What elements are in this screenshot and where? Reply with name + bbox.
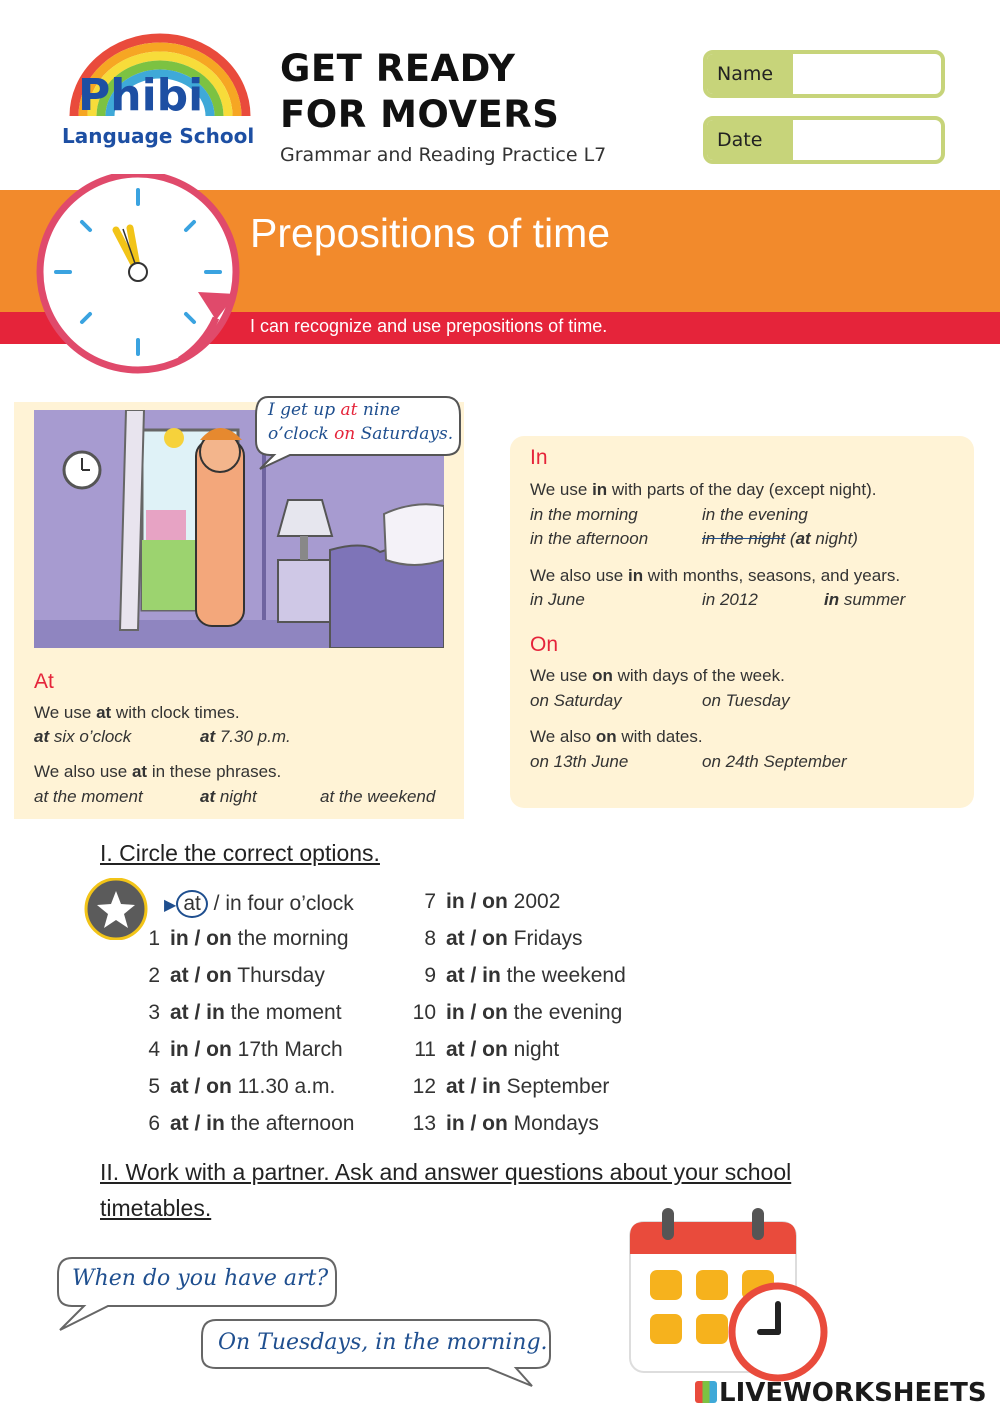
exercise-example: ▶ at / in four o’clock: [164, 890, 354, 918]
date-label: Date: [707, 120, 793, 160]
on-example-2: on Tuesday: [702, 691, 790, 710]
liveworksheets-brand[interactable]: LIVEWORKSHEETS: [695, 1378, 987, 1408]
at-example-2: at 7.30 p.m.: [200, 727, 291, 746]
title-line-2: FOR MOVERS: [280, 93, 560, 136]
name-field[interactable]: [703, 50, 945, 98]
clock-icon: [20, 174, 260, 394]
at-rule-2: We also use at in these phrases.: [34, 762, 282, 781]
at-example-1: at six o’clock: [34, 727, 132, 746]
pointer-icon: ▶: [164, 897, 177, 914]
calendar-clock-icon: [628, 1206, 833, 1386]
exercise-item[interactable]: 10 in / on the evening: [412, 1001, 623, 1024]
exercise-item[interactable]: 2 at / on Thursday: [148, 964, 325, 987]
exercise-item[interactable]: 6 at / in the afternoon: [148, 1112, 355, 1135]
at-example-4: at night: [200, 787, 257, 806]
example-answer: at: [176, 890, 208, 918]
in-example-4: in the night (at night): [702, 529, 858, 548]
in-example-1: in the morning: [530, 505, 638, 524]
liveworksheets-icon: [695, 1381, 717, 1403]
exercise-item[interactable]: 11 at / on night: [414, 1038, 560, 1061]
question-text: When do you have art?: [72, 1266, 329, 1291]
in-heading: In: [530, 446, 548, 469]
in-rule-1: We use in with parts of the day (except night).: [530, 480, 877, 499]
exercise-left-column: [134, 927, 354, 1149]
exercise-item[interactable]: 3 at / in the moment: [148, 1001, 342, 1024]
in-example-6: in 2012: [702, 590, 758, 609]
in-example-5: in June: [530, 590, 585, 609]
worksheet-subtitle: Grammar and Reading Practice L7: [280, 144, 607, 166]
exercise-item[interactable]: 13 in / on Mondays: [412, 1112, 599, 1135]
exercise-item[interactable]: 5 at / on 11.30 a.m.: [148, 1075, 336, 1098]
in-rule-2: We also use in with months, seasons, and years.: [530, 566, 901, 585]
in-example-7: in summer: [824, 590, 906, 609]
exercise-item[interactable]: 12 at / in September: [412, 1075, 610, 1098]
exercise-item[interactable]: 9 at / in the weekend: [424, 964, 626, 987]
exercise-item[interactable]: 8 at / on Fridays: [424, 927, 583, 950]
on-example-3: on 13th June: [530, 752, 629, 771]
on-heading: On: [530, 633, 559, 656]
on-example-1: on Saturday: [530, 691, 622, 710]
at-example-5: at the weekend: [320, 787, 436, 806]
in-example-2: in the evening: [702, 505, 808, 524]
date-input[interactable]: [793, 120, 941, 160]
exercise-item[interactable]: 1 in / on the morning: [148, 927, 349, 950]
title-line-1: GET READY: [280, 47, 516, 90]
logo-subtitle: Language School: [62, 124, 255, 148]
exercise-1-title: I. Circle the correct options.: [100, 840, 380, 866]
exercise-right-column: [410, 890, 626, 1149]
in-example-3: in the afternoon: [530, 529, 649, 548]
at-rule-1: We use at with clock times.: [34, 703, 240, 722]
on-rule-2: We also on with dates.: [530, 727, 703, 746]
bubble-text: I get up at nine o’clock on Saturdays.: [268, 400, 454, 444]
date-field[interactable]: [703, 116, 945, 164]
exercise-2-title-line-2: timetables.: [100, 1195, 212, 1221]
exercise-item[interactable]: 7 in / on 2002: [424, 890, 561, 913]
exercise-item[interactable]: 4 in / on 17th March: [148, 1038, 343, 1061]
at-example-3: at the moment: [34, 787, 143, 806]
answer-text: On Tuesdays, in the morning.: [218, 1330, 548, 1355]
logo-name: Phibi: [78, 70, 204, 121]
name-input[interactable]: [793, 54, 941, 94]
exercise-2-title-line-1: II. Work with a partner. Ask and answer questions about your school: [100, 1159, 792, 1185]
at-heading: At: [34, 670, 54, 693]
banner-title: Prepositions of time: [250, 210, 611, 256]
learning-objective: I can recognize and use prepositions of time.: [250, 316, 608, 336]
on-rule-1: We use on with days of the week.: [530, 666, 785, 685]
name-label: Name: [707, 54, 793, 94]
worksheet-title: [280, 46, 559, 138]
on-example-4: on 24th September: [702, 752, 847, 771]
